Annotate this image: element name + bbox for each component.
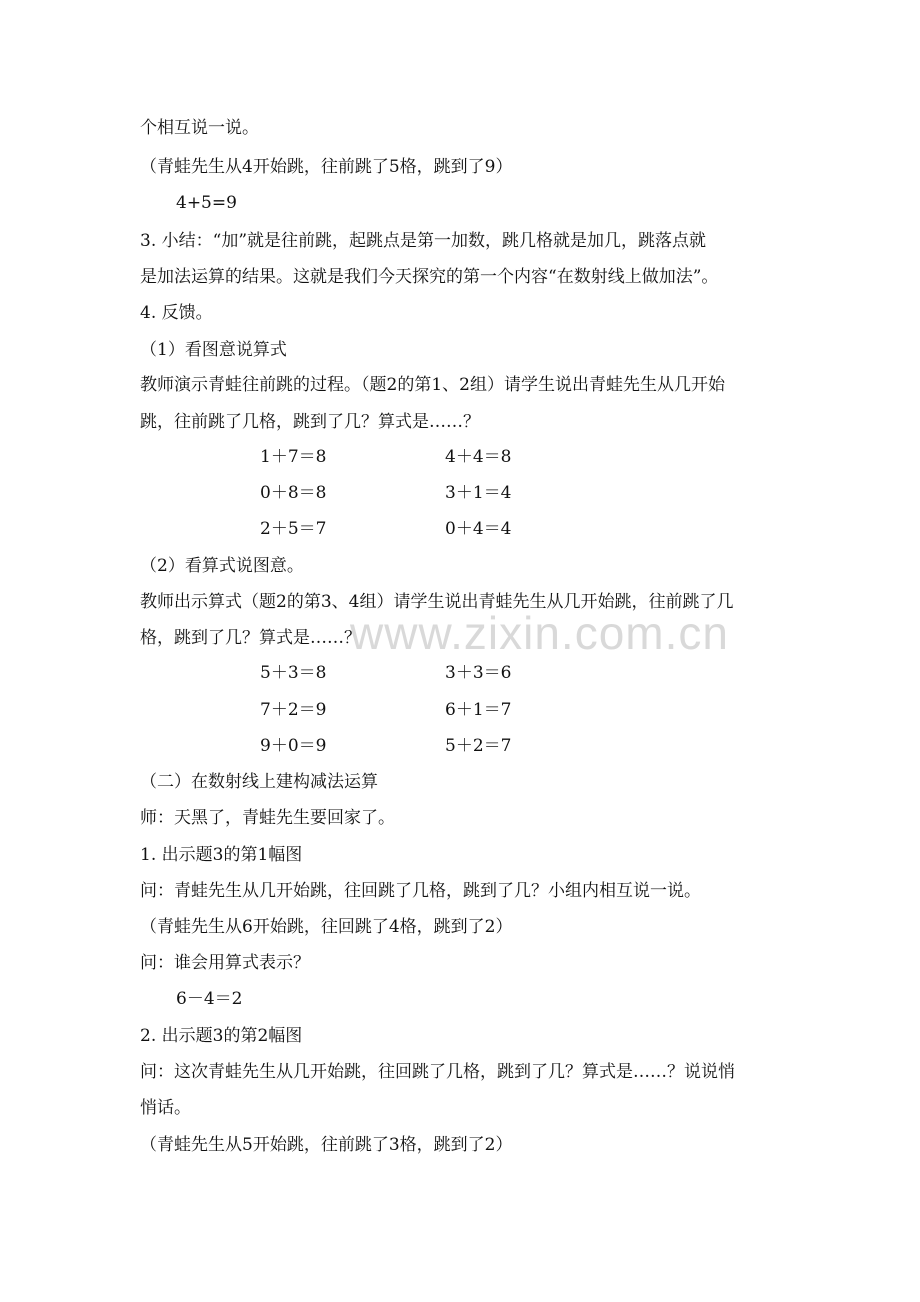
equation: 0＋4＝4 — [445, 519, 512, 539]
equation: 3＋3＝6 — [445, 663, 512, 683]
section-heading: （二）在数射线上建构减法运算 — [140, 772, 378, 792]
section-heading: （1）看图意说算式 — [140, 340, 287, 360]
equation: 3＋1＝4 — [445, 483, 512, 503]
text-line: 问：青蛙先生从几开始跳，往回跳了几格，跳到了几？小组内相互说一说。 — [140, 881, 701, 901]
equation: 7＋2＝9 — [260, 700, 327, 720]
text-line: 师：天黑了，青蛙先生要回家了。 — [140, 808, 395, 828]
equation: 1＋7＝8 — [260, 447, 327, 467]
equation: 4＋4＝8 — [445, 447, 512, 467]
text-line: 是加法运算的结果。这就是我们今天探究的第一个内容“在数射线上做加法”。 — [140, 267, 719, 287]
text-line: 问：这次青蛙先生从几开始跳，往回跳了几格，跳到了几？算式是……？说说悄 — [140, 1062, 735, 1082]
text-line: 教师出示算式（题2的第3、4组）请学生说出青蛙先生从几开始跳，往前跳了几 — [140, 592, 734, 612]
equation: 6＋1＝7 — [445, 700, 512, 720]
text-line: 2. 出示题3的第2幅图 — [140, 1026, 303, 1046]
text-line: 1. 出示题3的第1幅图 — [140, 845, 303, 865]
section-heading: （2）看算式说图意。 — [140, 556, 304, 576]
watermark: www.zixin.com.cn — [350, 607, 729, 659]
text-line: 4. 反馈。 — [140, 303, 213, 323]
equation-line: 6－4＝2 — [176, 989, 243, 1009]
text-line: 格，跳到了几？算式是……？ — [140, 628, 361, 648]
equation: 9＋0＝9 — [260, 736, 327, 756]
text-line: （青蛙先生从6开始跳，往回跳了4格，跳到了2） — [140, 917, 513, 937]
equation: 0＋8＝8 — [260, 483, 327, 503]
text-line: （青蛙先生从4开始跳，往前跳了5格，跳到了9） — [140, 157, 513, 177]
text-line: 跳，往前跳了几格，跳到了几？算式是……？ — [140, 412, 480, 432]
text-line: 3. 小结：“加”就是往前跳，起跳点是第一加数，跳几格就是加几，跳落点就 — [140, 231, 707, 251]
text-line: 问：谁会用算式表示？ — [140, 953, 310, 973]
text-line: 个相互说一说。 — [140, 118, 259, 138]
equation: 5＋2＝7 — [445, 736, 512, 756]
equation-line: 4+5=9 — [176, 193, 237, 213]
text-line: （青蛙先生从5开始跳，往前跳了3格，跳到了2） — [140, 1135, 513, 1155]
text-line: 教师演示青蛙往前跳的过程。（题2的第1、2组）请学生说出青蛙先生从几开始 — [140, 375, 725, 395]
text-line: 悄话。 — [140, 1098, 191, 1118]
equation: 2＋5＝7 — [260, 519, 327, 539]
equation: 5＋3＝8 — [260, 663, 327, 683]
